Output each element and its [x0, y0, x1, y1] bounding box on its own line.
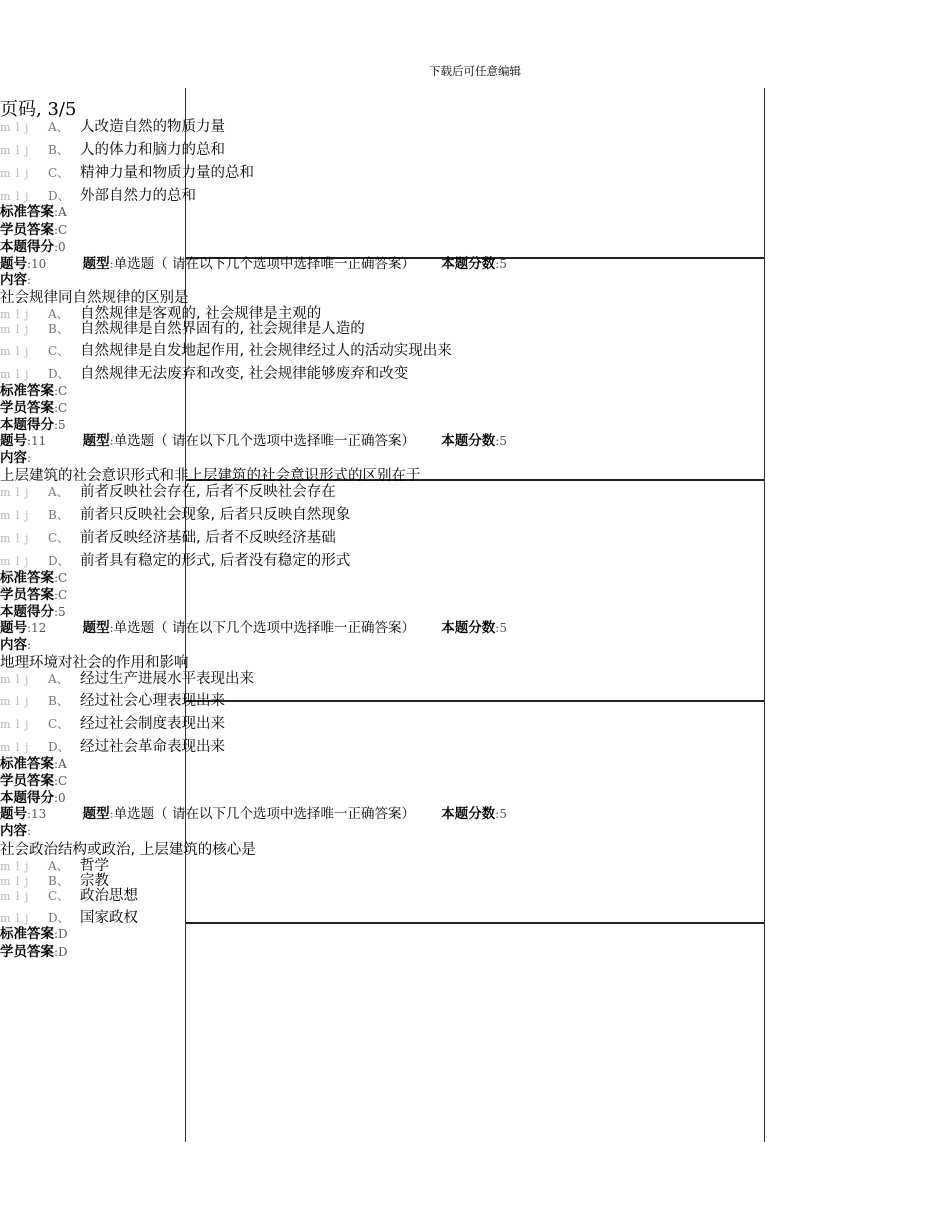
option-letter: C、 — [48, 531, 70, 545]
option-letter: B、 — [48, 508, 69, 522]
option-row[interactable] — [0, 531, 336, 547]
option-text: 宗教 — [80, 873, 109, 889]
standard-answer: 标准答案:C — [0, 570, 68, 586]
student-answer: 学员答案:C — [0, 222, 68, 238]
page-indicator: 页码, 3/5 — [0, 99, 77, 120]
option-row[interactable] — [0, 485, 336, 501]
option-row[interactable] — [0, 120, 225, 136]
question-header: 题号:13 题型:单选题（ 请在以下几个选项中选择唯一正确答案） 本题分数:5 — [0, 806, 507, 822]
option-letter: B、 — [48, 322, 69, 336]
option-text: 自然规律是自发地起作用, 社会规律经过人的活动实现出来 — [80, 343, 452, 359]
content-label: 内容: — [0, 823, 32, 839]
student-answer: 学员答案:C — [0, 773, 68, 789]
option-row[interactable] — [0, 367, 408, 383]
question-score: 本题得分:5 — [0, 417, 66, 433]
option-row[interactable] — [0, 554, 350, 570]
option-row[interactable] — [0, 672, 254, 688]
separator-line — [186, 700, 764, 702]
option-text: 外部自然力的总和 — [80, 188, 196, 204]
option-row[interactable] — [0, 694, 225, 710]
question-number: 13 — [31, 807, 47, 821]
option-text: 国家政权 — [80, 910, 138, 926]
option-text: 经过生产进展水平表现出来 — [80, 671, 254, 687]
option-row[interactable] — [0, 344, 452, 360]
question-score: 本题得分:5 — [0, 604, 66, 620]
option-marker: m l j — [0, 368, 30, 381]
option-letter: A、 — [48, 485, 69, 499]
option-marker: m l j — [0, 345, 30, 358]
option-marker: m l j — [0, 323, 30, 336]
option-marker: m l j — [0, 486, 30, 499]
option-row[interactable] — [0, 911, 138, 927]
left-frame-line — [185, 88, 186, 1142]
option-letter: C、 — [48, 344, 70, 358]
option-letter: A、 — [48, 307, 69, 321]
option-text: 精神力量和物质力量的总和 — [80, 165, 254, 181]
question-header: 题号:12 题型:单选题（ 请在以下几个选项中选择唯一正确答案） 本题分数:5 — [0, 620, 507, 636]
option-marker: m l j — [0, 190, 30, 203]
option-letter: B、 — [48, 143, 69, 157]
option-letter: A、 — [48, 859, 69, 873]
option-marker: m l j — [0, 860, 30, 873]
standard-answer: 标准答案:A — [0, 756, 67, 772]
option-marker: m l j — [0, 718, 30, 731]
question-content: 上层建筑的社会意识形式和非上层建筑的社会意识形式的区别在于 — [0, 468, 421, 484]
option-row[interactable] — [0, 889, 138, 905]
option-row[interactable] — [0, 166, 254, 182]
option-marker: m l j — [0, 912, 30, 925]
option-marker: m l j — [0, 741, 30, 754]
option-marker: m l j — [0, 695, 30, 708]
page-header: 下载后可任意编辑 — [429, 64, 521, 78]
question-number: 11 — [31, 434, 47, 448]
question-header: 题号:10 题型:单选题（ 请在以下几个选项中选择唯一正确答案） 本题分数:5 — [0, 256, 507, 272]
content-label: 内容: — [0, 450, 32, 466]
option-letter: C、 — [48, 717, 70, 731]
option-marker: m l j — [0, 308, 30, 321]
content-label: 内容: — [0, 272, 32, 288]
option-letter: D、 — [48, 911, 70, 925]
option-letter: B、 — [48, 694, 69, 708]
question-points: 5 — [499, 807, 507, 821]
option-text: 政治思想 — [80, 888, 138, 904]
content-label: 内容: — [0, 637, 32, 653]
option-marker: m l j — [0, 532, 30, 545]
question-points: 5 — [499, 434, 507, 448]
option-marker: m l j — [0, 890, 30, 903]
question-score: 本题得分:0 — [0, 239, 66, 255]
option-letter: A、 — [48, 120, 69, 134]
option-marker: m l j — [0, 509, 30, 522]
question-type: 单选题（ 请在以下几个选项中选择唯一正确答案） — [113, 433, 415, 449]
option-row[interactable] — [0, 322, 365, 338]
right-frame-line — [764, 88, 765, 1142]
option-letter: C、 — [48, 166, 70, 180]
option-text: 自然规律是自然界固有的, 社会规律是人造的 — [80, 321, 365, 337]
student-answer: 学员答案:C — [0, 587, 68, 603]
student-answer: 学员答案:C — [0, 400, 68, 416]
standard-answer: 标准答案:D — [0, 926, 68, 942]
option-marker: m l j — [0, 121, 30, 134]
question-number: 10 — [31, 257, 47, 271]
question-type: 单选题（ 请在以下几个选项中选择唯一正确答案） — [113, 620, 415, 636]
option-row[interactable] — [0, 740, 225, 756]
option-letter: D、 — [48, 189, 70, 203]
question-content: 地理环境对社会的作用和影响 — [0, 655, 189, 671]
question-score: 本题得分:0 — [0, 790, 66, 806]
option-letter: B、 — [48, 874, 69, 888]
option-marker: m l j — [0, 673, 30, 686]
option-text: 哲学 — [80, 858, 109, 874]
option-text: 经过社会制度表现出来 — [80, 716, 225, 732]
question-number: 12 — [31, 621, 47, 635]
option-text: 前者具有稳定的形式, 后者没有稳定的形式 — [80, 553, 351, 569]
option-marker: m l j — [0, 875, 30, 888]
option-letter: D、 — [48, 554, 70, 568]
option-letter: C、 — [48, 889, 70, 903]
option-text: 经过社会心理表现出来 — [80, 693, 225, 709]
question-content: 社会政治结构或政治, 上层建筑的核心是 — [0, 842, 256, 858]
option-letter: A、 — [48, 672, 69, 686]
option-marker: m l j — [0, 555, 30, 568]
option-text: 前者反映经济基础, 后者不反映经济基础 — [80, 530, 336, 546]
option-row[interactable] — [0, 717, 225, 733]
standard-answer: 标准答案:A — [0, 204, 67, 220]
option-text: 前者反映社会存在, 后者不反映社会存在 — [80, 484, 336, 500]
question-points: 5 — [499, 257, 507, 271]
option-text: 自然规律无法废弃和改变, 社会规律能够废弃和改变 — [80, 366, 409, 382]
option-row[interactable] — [0, 508, 350, 524]
question-type: 单选题（ 请在以下几个选项中选择唯一正确答案） — [113, 806, 415, 822]
standard-answer: 标准答案:C — [0, 383, 68, 399]
student-answer: 学员答案:D — [0, 944, 68, 960]
option-row[interactable] — [0, 189, 196, 205]
option-text: 自然规律是客观的, 社会规律是主观的 — [80, 306, 322, 322]
option-letter: D、 — [48, 367, 70, 381]
question-content: 社会规律同自然规律的区别是 — [0, 290, 189, 306]
question-type: 单选题（ 请在以下几个选项中选择唯一正确答案） — [113, 256, 415, 272]
option-row[interactable] — [0, 143, 225, 159]
option-letter: D、 — [48, 740, 70, 754]
option-marker: m l j — [0, 144, 30, 157]
question-points: 5 — [499, 621, 507, 635]
option-text: 前者只反映社会现象, 后者只反映自然现象 — [80, 507, 351, 523]
option-text: 人的体力和脑力的总和 — [80, 142, 225, 158]
question-header: 题号:11 题型:单选题（ 请在以下几个选项中选择唯一正确答案） 本题分数:5 — [0, 433, 507, 449]
option-text: 经过社会革命表现出来 — [80, 739, 225, 755]
option-text: 人改造自然的物质力量 — [80, 119, 225, 135]
option-marker: m l j — [0, 167, 30, 180]
separator-line — [186, 922, 764, 924]
